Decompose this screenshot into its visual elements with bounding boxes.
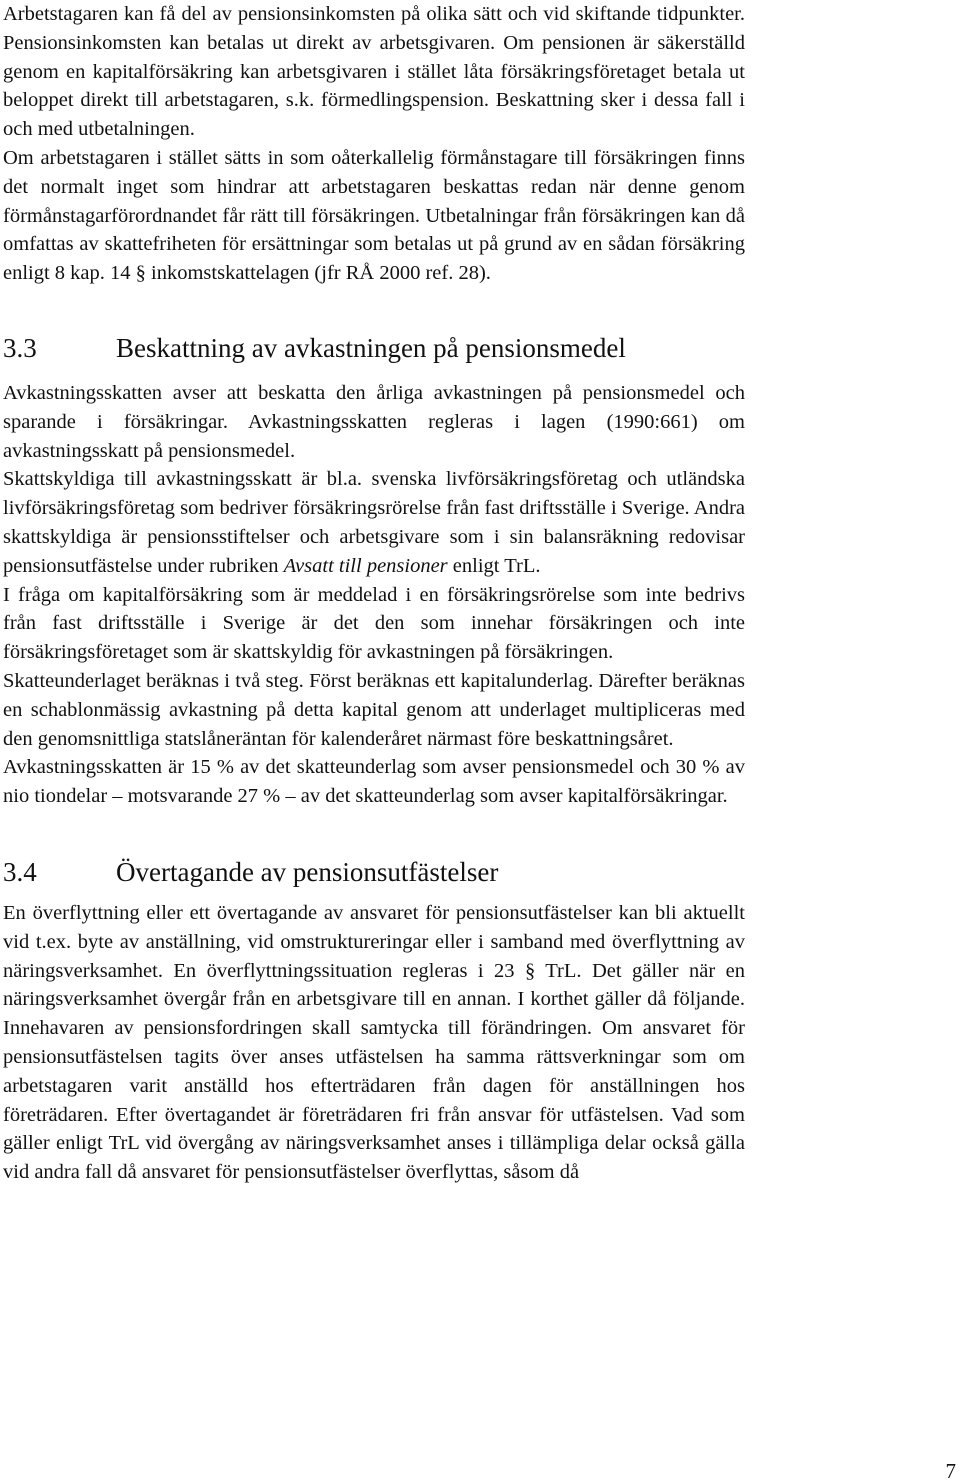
paragraph: Skatteunderlaget beräknas i två steg. Först beräknas ett kapitalunderlag. Därefter beräknas en schablonmässig avkastning på detta kapital genom att underlaget multipliceras med den genomsnittliga statslåneräntan för kalenderåret närmast före beskattningsåret. — [3, 669, 745, 750]
document-page — [3, 0, 745, 1187]
paragraph: I fråga om kapitalförsäkring som är meddelad i en försäkringsrörelse som inte bedrivs från fast driftsställe i Sverige är det den som innehar försäkringen och inte försäkringsföretaget som är skattskyldig för avkastningen på försäkringen. — [3, 583, 745, 664]
italic-term: Avsatt till pensioner — [283, 554, 448, 577]
paragraph: Om arbetstagaren i stället sätts in som oåterkallelig förmånstagare till försäkringen finns det normalt inget som hindrar att arbetstagaren beskattas redan när denne genom förmånstagarförordnandet får rätt till försäkringen. Utbetalningar från försäkringen kan då omfattas av skattefriheten för ersättningar som betalas ut på grund av en sådan försäkring enligt 8 kap. 14 § inkomstskattelagen (jfr RÅ 2000 ref. 28). — [3, 146, 745, 285]
section-title: Beskattning av avkastningen på pensionsmedel — [116, 332, 626, 363]
section-heading — [3, 855, 745, 889]
section-heading — [3, 331, 745, 365]
section-number: 3.4 — [3, 856, 37, 887]
page-number: 7 — [945, 1459, 956, 1483]
paragraph-text: enligt TrL. — [447, 554, 541, 577]
paragraph: Avkastningsskatten avser att beskatta den årliga avkastningen på pensionsmedel och sparande i försäkringar. Avkastningsskatten regleras i lagen (1990:661) om avkastningsskatt på pensionsmedel. — [3, 381, 745, 462]
section-number: 3.3 — [3, 332, 37, 363]
paragraph: Avkastningsskatten är 15 % av det skatteunderlag som avser pensionsmedel och 30 % av nio tiondelar – motsvarande 27 % – av det skatteunderlag som avser kapitalförsäkringar. — [3, 756, 745, 808]
paragraph-text: Skattskyldiga till avkastningsskatt är bl.a. svenska livförsäkringsföretag och utländska livförsäkringsföretag som bedriver försäkringsrörelse från fast driftsställe i Sverige. Andra skattskyldiga är pensionsstiftelser och arbetsgivare som i sin balansräkning redovisar pensionsutfästelse under rubriken — [3, 468, 745, 577]
paragraph: Arbetstagaren kan få del av pensionsinkomsten på olika sätt och vid skiftande tidpunkter. Pensionsinkomsten kan betalas ut direkt av arbetsgivaren. Om pensionen är säkerställd genom en kapitalförsäkring kan arbetsgivaren i stället låta försäkringsföretaget betala ut beloppet direkt till arbetstagaren, s.k. förmedlingspension. Beskattning sker i dessa fall i och med utbetalningen. — [3, 3, 745, 141]
paragraph — [3, 465, 745, 580]
section-title: Övertagande av pensionsutfästelser — [116, 856, 499, 887]
paragraph: En överflyttning eller ett övertagande av ansvaret för pensionsutfästelser kan bli aktuellt vid t.ex. byte av anställning, vid omstruktureringar eller i samband med överflyttning av näringsverksamhet. En överflyttningssituation regleras i 23 § TrL. Det gäller när en näringsverksamhet övergår från en arbetsgivare till en annan. I korthet gäller då följande. Innehavaren av pensionsfordringen skall samtycka till förändringen. Om ansvaret för pensionsutfästelsen tagits över anses utfästelsen ha samma rättsverkningar som om arbetstagaren varit anställd hos efterträdaren från dagen för anställningen hos företrädaren. Efter övertagandet är företrädaren fri från ansvar för utfästelsen. Vad som gäller enligt TrL vid övergång av näringsverksamhet anses i tillämpliga delar också gälla vid andra fall då ansvaret för pensionsutfästelser överflyttas, såsom då — [3, 901, 745, 1184]
